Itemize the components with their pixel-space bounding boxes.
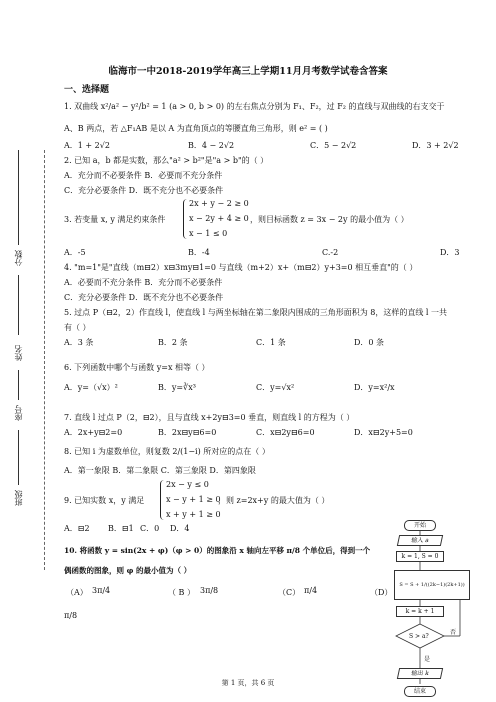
- q3-option-d: D．3: [440, 248, 460, 257]
- q2-stem: 2. 已知 a，b 都是实数，那么"a² > b²"是"a > b"的（ ）: [64, 156, 269, 165]
- q10-option-b-label: （ B ）: [168, 588, 195, 597]
- q3-option-c: C.-2: [322, 248, 339, 257]
- q3-prefix: 3. 若变量 x, y 满足约束条件: [64, 215, 166, 224]
- q5-line2: 有（ ）: [64, 323, 91, 332]
- seat-line: [18, 370, 19, 400]
- q10-option-d-value: π/8: [64, 611, 78, 620]
- q3-suffix: ，则目标函数 z = 3x − 2y 的最小值为（ ）: [250, 215, 409, 224]
- q3-sys2: x − 2y + 4 ≥ 0: [189, 214, 249, 223]
- q6-option-d: D．y=x²/x: [354, 383, 395, 392]
- q10-option-b-value: 3π/8: [200, 586, 219, 595]
- q6-option-c: C．y=√x²: [256, 383, 295, 392]
- flowchart-init: k = 1, S = 0: [396, 551, 444, 562]
- q9-brace: [160, 480, 164, 520]
- q7-stem: 7. 直线 l 过点 P（2，⊟2），且与直线 x+2y⊟3=0 垂直，则直线 l 的方程为（ ）: [64, 413, 355, 422]
- q3-sys1: 2x + y − 2 ≥ 0: [189, 199, 249, 208]
- q3-sys3: x − 1 ≤ 0: [189, 229, 228, 238]
- flowchart-no-label: 否: [450, 629, 457, 636]
- q9-sys3: x + y + 1 ≥ 0: [166, 510, 221, 519]
- flowchart-yes-label: 是: [424, 656, 431, 663]
- q10-option-c-label: （C）: [278, 588, 301, 597]
- q1-option-d: D．3 + 2√2: [412, 141, 459, 150]
- q7-option-c: C．x⊟2y⊟6=0: [256, 428, 315, 437]
- flowchart-input: 输入 a: [397, 535, 443, 546]
- class-line: [18, 430, 19, 485]
- flowchart-decision: S > a?: [409, 633, 429, 640]
- q5-option-b: B．2 条: [158, 338, 188, 347]
- q7-option-a: A．2x+y⊟2=0: [64, 428, 123, 437]
- q3-option-b: B．-4: [188, 248, 210, 257]
- q3-option-a: A．-5: [64, 248, 86, 257]
- q1-option-b: B．4 − 2√2: [188, 141, 235, 150]
- page-title: 临海市一中2018-2019学年高三上学期11月月考数学试卷含答案: [108, 66, 388, 77]
- q10-option-d-label: （D）: [370, 588, 393, 597]
- q8-options: A．第一象限 B．第二象限 C．第三象限 D．第四象限: [64, 466, 256, 475]
- q1-line2: A、B 两点，若 △F₁AB 是以 A 为直角顶点的等腰直角三角形，则 e² = ( ): [64, 124, 328, 133]
- q5-option-c: C．1 条: [256, 338, 286, 347]
- q1-line1: 1. 双曲线 x²/a² − y²/b² = 1 (a > 0, b > 0) 的左右焦点分别为 F₁、F₂，过 F₂ 的直线与双曲线的右支交于: [64, 102, 445, 111]
- q9-option-c: C．0: [140, 524, 160, 533]
- class-label: 班级: [14, 490, 23, 506]
- q1-option-a: A．1 + 2√2: [64, 141, 110, 150]
- q9-option-b: B．⊟1: [108, 524, 134, 533]
- q10-option-a-label: （A）: [66, 588, 88, 597]
- q10-line1: 10. 将函数 y = sin(2x + φ)（φ > 0）的图象沿 x 轴向左平移 π/8 个单位后，得到一个: [64, 546, 371, 555]
- q4-option-ab: A．必要而不充分条件 B．充分而不必要条件: [64, 278, 223, 287]
- q6-stem: 6. 下列函数中哪个与函数 y=x 相等（ ）: [64, 363, 210, 372]
- name-label: 姓名: [14, 345, 23, 361]
- q9-option-a: A．⊟2: [64, 524, 90, 533]
- q3-brace: [183, 199, 187, 239]
- q5-line1: 5. 过点 P（⊟2，2）作直线 l，使直线 l 与两坐标轴在第二象限内围成的三角形面积为 8，这样的直线 l 一共: [64, 308, 448, 317]
- q9-option-d: D．4: [170, 524, 190, 533]
- q7-option-d: D．x⊟2y+5=0: [354, 428, 413, 437]
- section-heading: 一、选择题: [64, 85, 110, 95]
- flowchart-update-k: k = k + 1: [396, 606, 444, 617]
- q6-option-b: B．y=∛x³: [158, 383, 196, 392]
- flowchart-output: 输出 k: [397, 668, 443, 679]
- q10-option-c-value: π/4: [304, 586, 318, 595]
- q9-sys1: 2x − y ≤ 0: [166, 480, 209, 489]
- seat-label: 座号: [14, 405, 23, 421]
- q2-option-ab: A．充分而不必要条件 B．必要而不充分条件: [64, 171, 223, 180]
- page-footer: 第 1 页，共 6 页: [221, 679, 275, 687]
- q4-stem: 4. "m=1"是"直线（m⊟2）x⊟3my⊟1=0 与直线（m+2）x+（m⊟2）y+3=0 相互垂直"的（ ）: [64, 263, 418, 272]
- q9-sys2: x − y + 1 ≥ 0: [166, 495, 221, 504]
- q9-suffix: ，则 z=2x+y 的最大值为（ ）: [218, 496, 330, 505]
- score-line: [18, 150, 19, 245]
- q9-prefix: 9. 已知实数 x，y 满足: [64, 496, 145, 505]
- binder-dashed-line: [44, 150, 45, 570]
- flowchart-end: 结束: [404, 686, 436, 697]
- q4-option-cd: C．充分必要条件 D．既不充分也不必要条件: [64, 293, 224, 302]
- q10-line2: 偶函数的图象，则 φ 的最小值为（ ）: [64, 566, 192, 575]
- flowchart-start: 开始: [404, 520, 436, 531]
- q8-stem: 8. 已知 i 为虚数单位，则复数 2/(1−i) 所对应的点在（ ）: [64, 447, 270, 456]
- name-line: [18, 275, 19, 335]
- q6-option-a: A．y=（√x）²: [64, 383, 118, 392]
- q5-option-d: D．0 条: [354, 338, 385, 347]
- q10-option-a-value: 3π/4: [92, 586, 111, 595]
- score-label: 分数: [14, 250, 23, 266]
- q5-option-a: A．3 条: [64, 338, 94, 347]
- q2-option-cd: C．充分必要条件 D．既不充分也不必要条件: [64, 186, 224, 195]
- flowchart-update-s: S = S + 1/((2k−1)(2k+1)): [394, 570, 470, 600]
- q1-option-c: C．5 − 2√2: [310, 141, 357, 150]
- q7-option-b: B．2x⊟y⊟6=0: [158, 428, 217, 437]
